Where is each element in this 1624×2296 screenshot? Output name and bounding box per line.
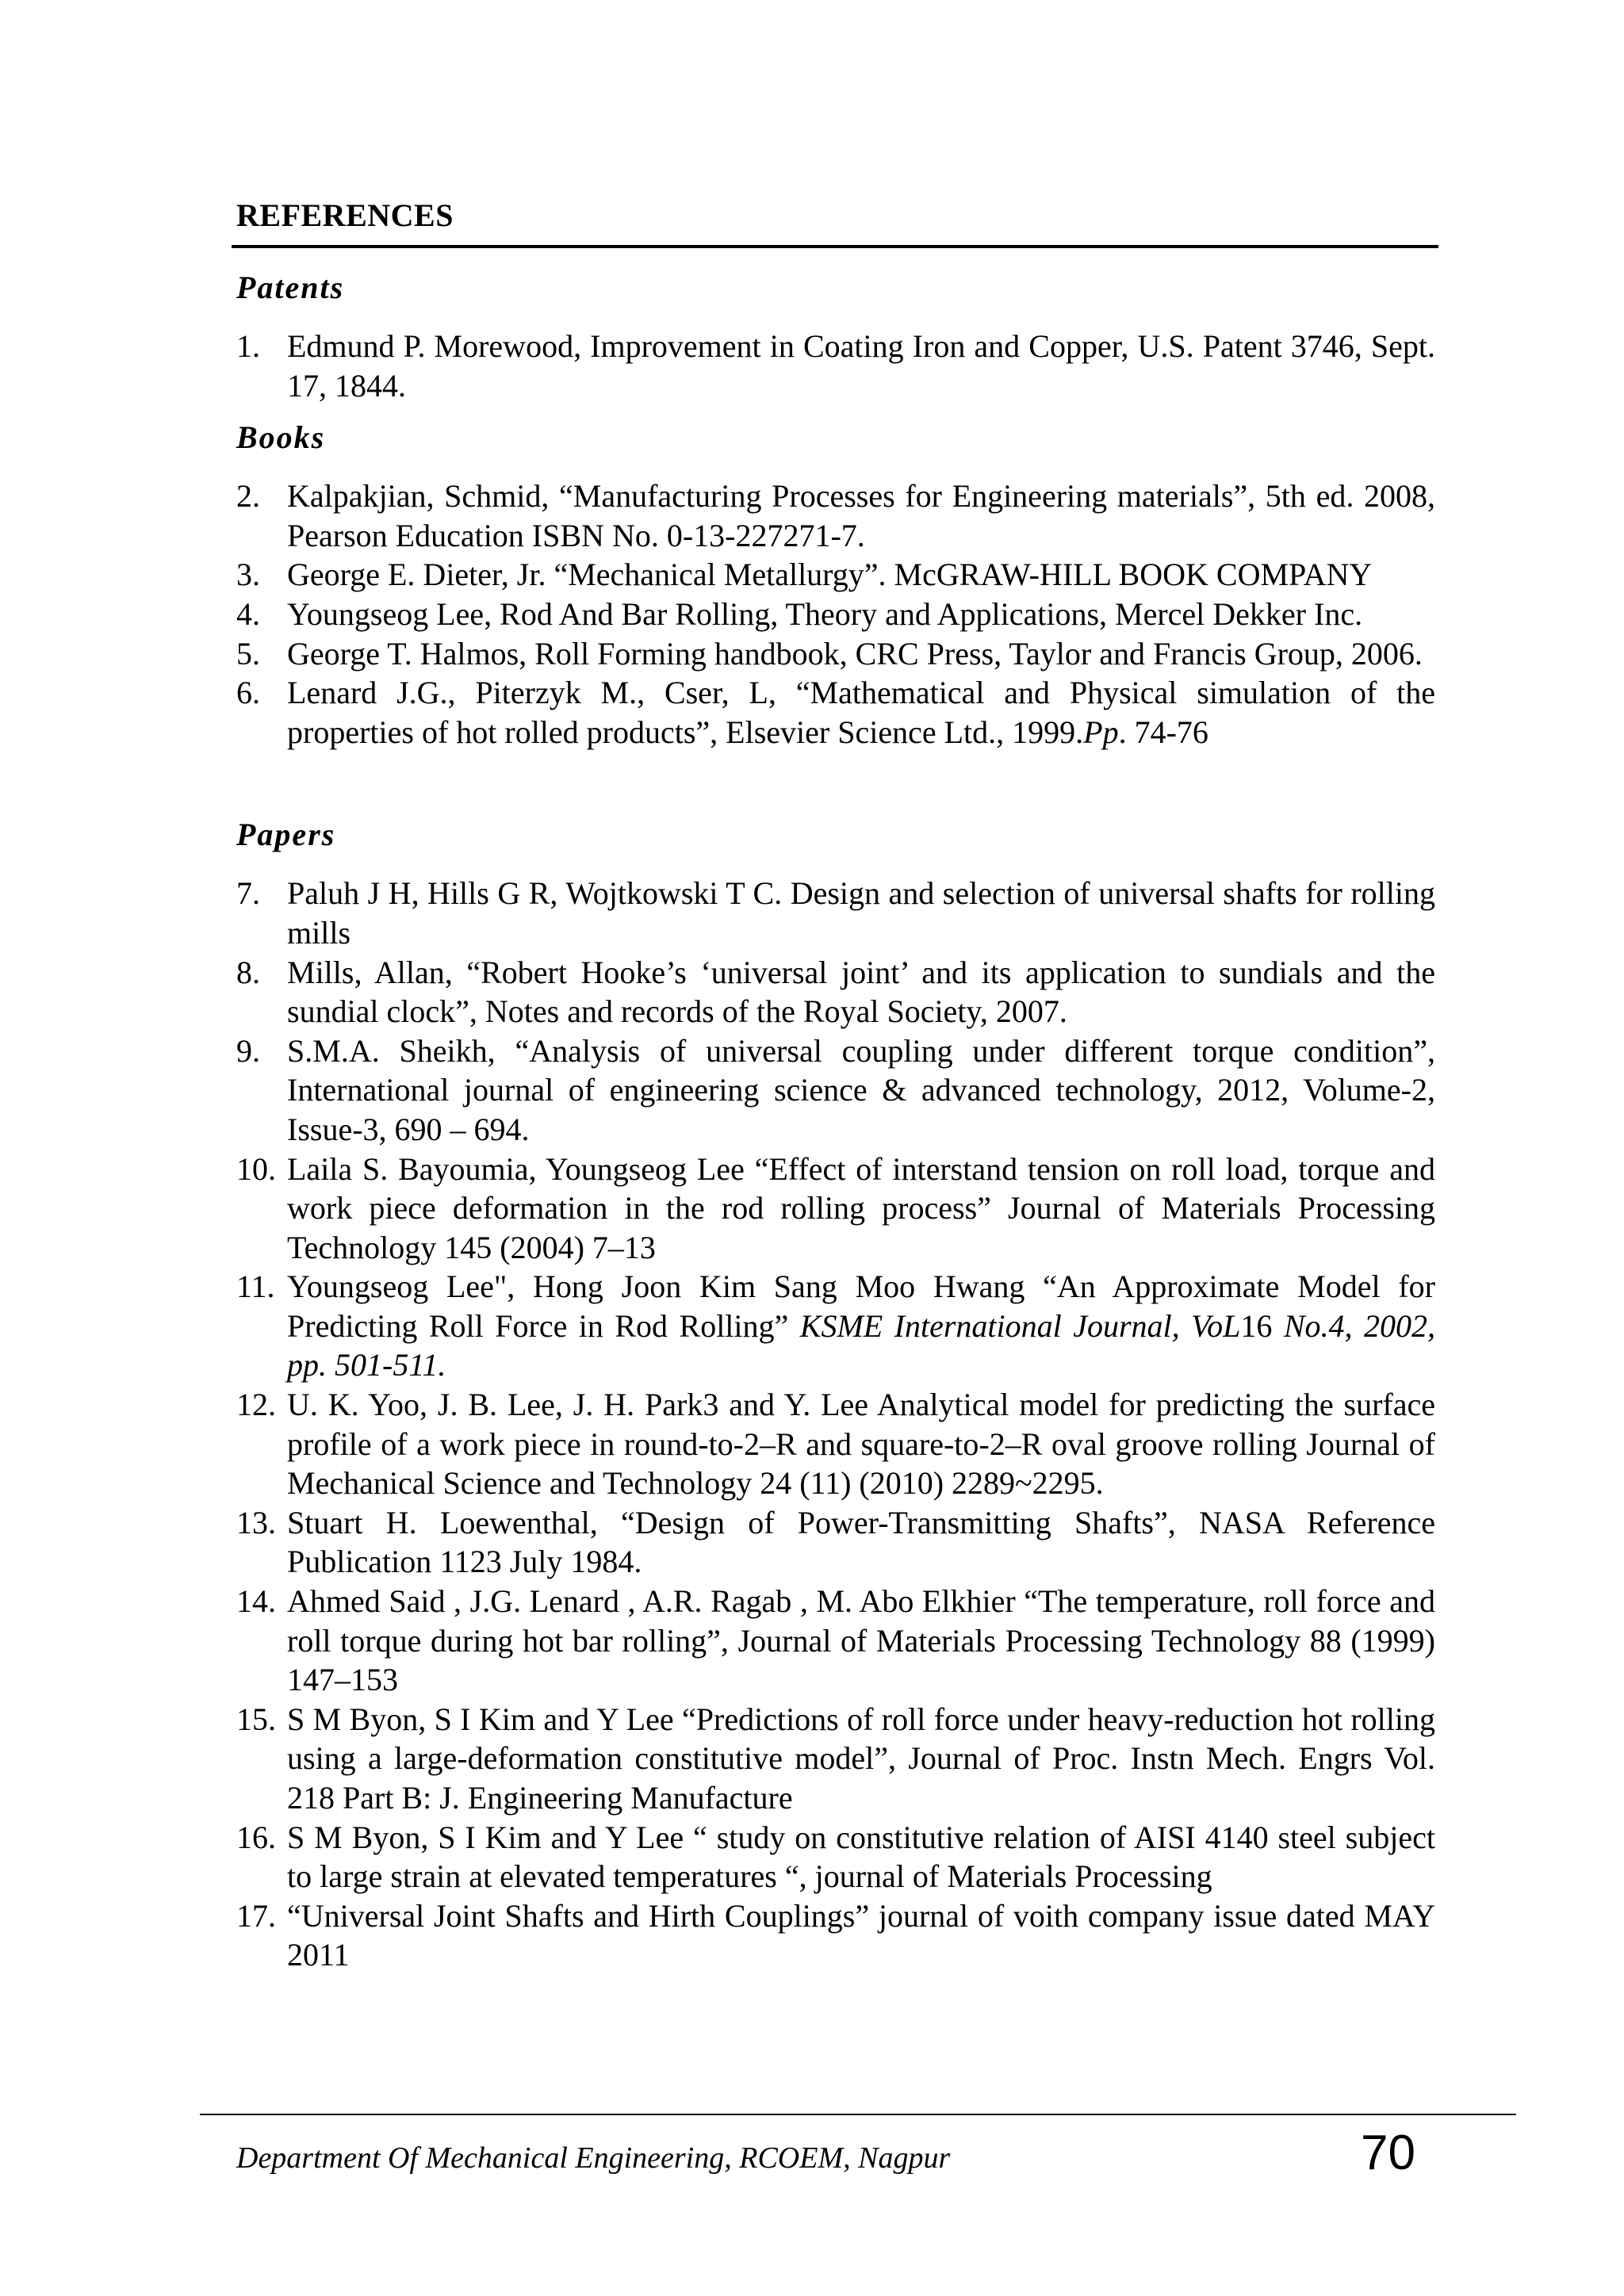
reference-text: 16 [1240,1307,1284,1344]
reference-item [236,476,1435,555]
reference-number: 2. [236,478,260,515]
reference-text: Ahmed Said , J.G. Lenard , A.R. Ragab , M. Abo Elkhier “The temperature, roll force and roll torque during hot bar rolling”, Journal of Materials Processing Technology 88 (1999) 147–153 [287,1583,1435,1698]
reference-number: 12. [236,1387,276,1423]
reference-item [236,1582,1435,1700]
reference-text: S M Byon, S I Kim and Y Lee “ study on constitutive relation of AISI 4140 steel subject to large strain at elevated temperatures “, journal of Materials Processing [287,1819,1435,1895]
reference-number: 8. [236,954,260,990]
reference-text: Paluh J H, Hills G R, Wojtkowski T C. Design and selection of universal shafts for rolling mills [287,875,1435,951]
reference-number: 16. [236,1819,276,1855]
reference-text: S.M.A. Sheikh, “Analysis of universal coupling under different torque condition”, International journal of engineering science & advanced technology, 2012, Volume-2, Issue-3, 690 – 694. [287,1032,1435,1147]
reference-number: 4. [236,595,260,632]
reference-text: Mills, Allan, “Robert Hooke’s ‘universal joint’ and its application to sundials and the sundial clock”, Notes and records of the Royal Society, 2007. [287,954,1435,1030]
reference-item [236,555,1435,595]
reference-text-italic: No.4, 2002, pp. 501-511. [287,1307,1435,1383]
reference-item [236,1031,1435,1150]
footer-department: Department Of Mechanical Engineering, RCOEM, Nagpur [236,2141,951,2175]
reference-number: 7. [236,875,260,912]
reference-text-italic: Pp [1083,714,1119,750]
reference-item [236,1700,1435,1818]
reference-text: Edmund P. Morewood, Improvement in Coating Iron and Copper, U.S. Patent 3746, Sept. 17, 1844. [287,328,1435,404]
reference-item [236,595,1435,634]
reference-number: 1. [236,328,260,364]
section-heading-books: Books [236,419,326,456]
reference-number: 15. [236,1701,276,1737]
reference-item [236,673,1435,752]
reference-item [236,1896,1435,1975]
page-title: REFERENCES [236,197,454,233]
footer-rule [200,2114,1516,2115]
reference-item [236,953,1435,1031]
reference-item [236,327,1435,405]
reference-text: George E. Dieter, Jr. “Mechanical Metallurgy”. McGRAW-HILL BOOK COMPANY [287,557,1373,593]
reference-text: “Universal Joint Shafts and Hirth Couplings” journal of voith company issue dated MAY 2011 [287,1897,1435,1973]
reference-item [236,1818,1435,1896]
reference-text: . 74-76 [1118,714,1208,750]
reference-item [236,874,1435,952]
section-heading-papers: Papers [236,817,336,853]
reference-item [236,634,1435,674]
reference-number: 17. [236,1897,276,1934]
reference-text: Youngseog Lee, Rod And Bar Rolling, Theory and Applications, Mercel Dekker Inc. [287,595,1363,632]
reference-text: Kalpakjian, Schmid, “Manufacturing Processes for Engineering materials”, 5th ed. 2008, Pearson Education ISBN No. 0-13-227271-7. [287,478,1435,553]
section-heading-patents: Patents [236,270,345,305]
reference-item [236,1150,1435,1268]
reference-item [236,1503,1435,1582]
reference-number: 10. [236,1150,276,1187]
references-content [236,184,1435,1975]
reference-number: 11. [236,1269,275,1305]
reference-text: Youngseog Lee", Hong Joon Kim Sang Moo Hwang “An Approximate Model for Predicting Roll Force in Rod Rolling” [287,1269,1435,1344]
reference-number: 14. [236,1583,276,1620]
reference-text: George T. Halmos, Roll Forming handbook, CRC Press, Taylor and Francis Group, 2006. [287,635,1423,672]
reference-text: S M Byon, S I Kim and Y Lee “Predictions of roll force under heavy-reduction hot rolling using a large-deformation constitutive model”, Journal of Proc. Instn Mech. Engrs Vol. 218 Part B: J. Engineering Manufacture [287,1701,1435,1816]
reference-text: Laila S. Bayoumia, Youngseog Lee “Effect of interstand tension on roll load, torque and work piece deformation in the rod rolling process” Journal of Materials Processing Technology 145 (2004) 7–13 [287,1150,1435,1265]
reference-item [236,1267,1435,1385]
page-number: 70 [1361,2126,1415,2180]
reference-text: Lenard J.G., Piterzyk M., Cser, L, “Mathematical and Physical simulation of the properties of hot rolled products”, Elsevier Science Ltd., 1999. [287,675,1435,750]
reference-number: 3. [236,557,260,593]
books-list [236,476,1435,752]
reference-text-italic: KSME International Journal, VoL [799,1307,1241,1344]
reference-number: 5. [236,635,260,672]
patents-list [236,327,1435,405]
reference-text: U. K. Yoo, J. B. Lee, J. H. Park3 and Y. Lee Analytical model for predicting the surface profile of a work piece in round-to-2–R and square-to-2–R oval groove rolling Journal of Mechanical Science and Technology 24 (11) (2010) 2289~2295. [287,1387,1435,1502]
reference-number: 9. [236,1032,260,1069]
reference-item [236,1385,1435,1503]
papers-list [236,874,1435,1975]
reference-number: 6. [236,675,260,711]
reference-text: Stuart H. Loewenthal, “Design of Power-Transmitting Shafts”, NASA Reference Publication 1123 July 1984. [287,1504,1435,1580]
reference-number: 13. [236,1504,276,1540]
